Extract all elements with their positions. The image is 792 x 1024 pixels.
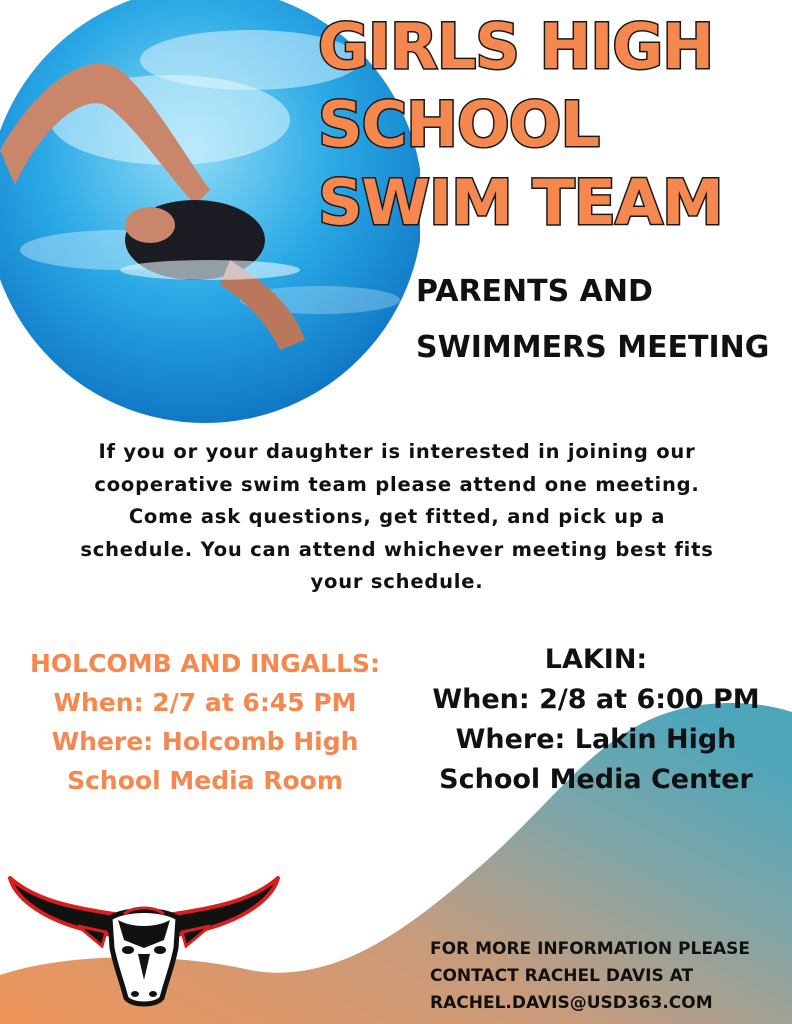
contact-info: [430, 936, 750, 1017]
holcomb-ingalls-meeting: [0, 644, 410, 800]
subtitle-line-2: SWIMMERS MEETING: [416, 330, 770, 365]
meeting-when: When: 2/7 at 6:45 PM: [53, 688, 357, 717]
meeting-when: When: 2/8 at 6:00 PM: [432, 684, 760, 715]
paragraph-line: If you or your daughter is interested in joining our: [98, 440, 696, 463]
paragraph-line: Come ask questions, get fitted, and pick up a: [128, 505, 666, 528]
meeting-heading: LAKIN:: [544, 644, 648, 675]
meeting-where-continued: School Media Center: [439, 764, 753, 795]
paragraph-line: your schedule.: [310, 570, 484, 593]
longhorn-logo: [6, 870, 282, 1010]
contact-line-1: FOR MORE INFORMATION PLEASE: [430, 939, 750, 959]
invitation-paragraph: [22, 436, 772, 599]
meeting-where: Where: Holcomb High: [51, 727, 359, 756]
subtitle-line-1: PARENTS AND: [416, 274, 653, 309]
meeting-heading: HOLCOMB AND INGALLS:: [29, 649, 381, 678]
meeting-subtitle: [416, 264, 769, 376]
title-line-1: GIRLS HIGH: [318, 10, 714, 83]
title-line-3: SWIM TEAM: [318, 166, 723, 239]
title-line-2: SCHOOL: [318, 88, 599, 161]
contact-line-2: CONTACT RACHEL DAVIS AT: [430, 966, 694, 986]
contact-email: RACHEL.DAVIS@USD363.COM: [430, 993, 713, 1013]
page-title: [318, 8, 723, 242]
meeting-where-continued: School Media Room: [67, 766, 343, 795]
paragraph-line: schedule. You can attend whichever meeting best fits: [80, 537, 714, 561]
paragraph-line: cooperative swim team please attend one meeting.: [94, 472, 700, 496]
meeting-where: Where: Lakin High: [455, 724, 737, 755]
lakin-meeting: [400, 640, 792, 800]
